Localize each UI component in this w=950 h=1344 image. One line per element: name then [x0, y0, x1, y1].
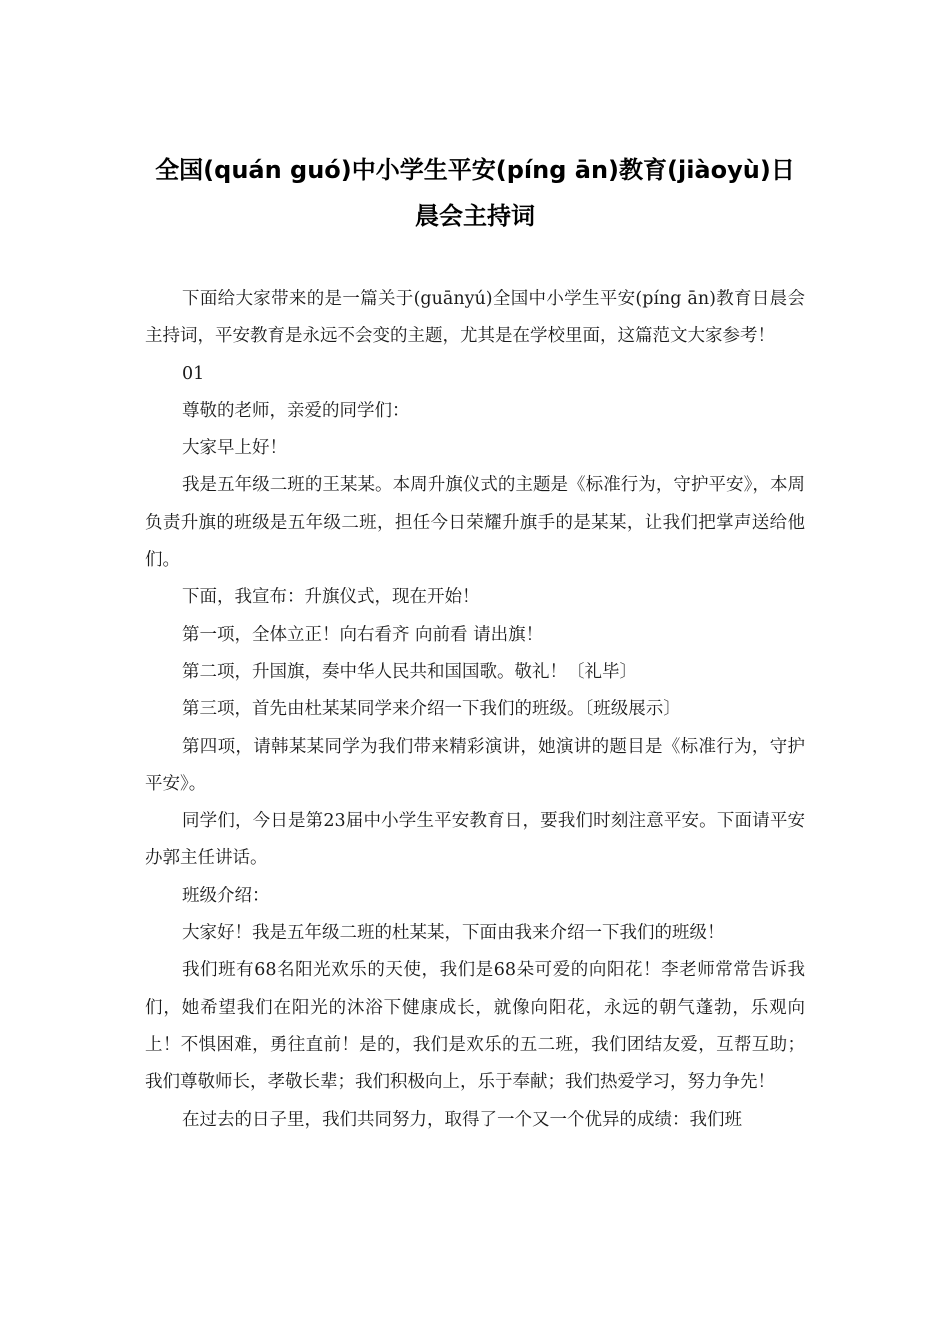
paragraph-class-description: 我们班有68名阳光欢乐的天使，我们是68朵可爱的向阳花！李老师常常告诉我们，她希望我们在阳光的沐浴下健康成长，就像向阳花，永远的朝气蓬勃，乐观向上！不惧困难，勇往直前！是的，我们是欢乐的五二班，我们团结友爱，互帮互助；我们尊敬师长，孝敬长辈；我们积极向上，乐于奉献；我们热爱学习，努力争先！: [145, 960, 805, 1093]
paragraph-section-number: 01: [182, 363, 205, 384]
paragraph-host-intro: 我是五年级二班的王某某。本周升旗仪式的主题是《标准行为，守护平安》，本周负责升旗的班级是五年级二班，担任今日荣耀升旗手的是某某，让我们把掌声送给他们。: [145, 475, 805, 571]
paragraph-ceremony-start: 下面，我宣布：升旗仪式，现在开始！: [182, 587, 480, 608]
paragraph-safety-day: 同学们，今日是第23届中小学生平安教育日，要我们时刻注意平安。下面请平安办郭主任讲话。: [145, 811, 805, 869]
paragraph-item-four: 第四项，请韩某某同学为我们带来精彩演讲，她演讲的题目是《标准行为，守护平安》。: [145, 736, 805, 794]
document-body: [145, 281, 805, 1139]
paragraph-item-one: 第一项，全体立正！向右看齐 向前看 请出旗！: [182, 624, 544, 645]
paragraph-achievements: 在过去的日子里，我们共同努力，取得了一个又一个优异的成绩：我们班: [182, 1109, 742, 1130]
paragraph-item-two: 第二项，升国旗，奏中华人民共和国国歌。敬礼！〔礼毕〕: [182, 661, 637, 682]
document-title: 全国(quán guó)中小学生平安(píng ān)教育(jiàoyù)日晨会主持词: [155, 156, 795, 230]
paragraph-class-intro-greeting: 大家好！我是五年级二班的杜某某，下面由我来介绍一下我们的班级！: [182, 923, 725, 944]
paragraph-class-intro-heading: 班级介绍：: [182, 885, 270, 906]
paragraph-item-three: 第三项，首先由杜某某同学来介绍一下我们的班级。〔班级展示〕: [182, 699, 681, 720]
paragraph-intro: 下面给大家带来的是一篇关于(guānyú)全国中小学生平安(píng ān)教育日晨会主持词，平安教育是永远不会变的主题，尤其是在学校里面，这篇范文大家参考！: [145, 289, 805, 347]
paragraph-salutation: 尊敬的老师，亲爱的同学们：: [182, 400, 410, 421]
paragraph-greeting: 大家早上好！: [182, 438, 287, 459]
